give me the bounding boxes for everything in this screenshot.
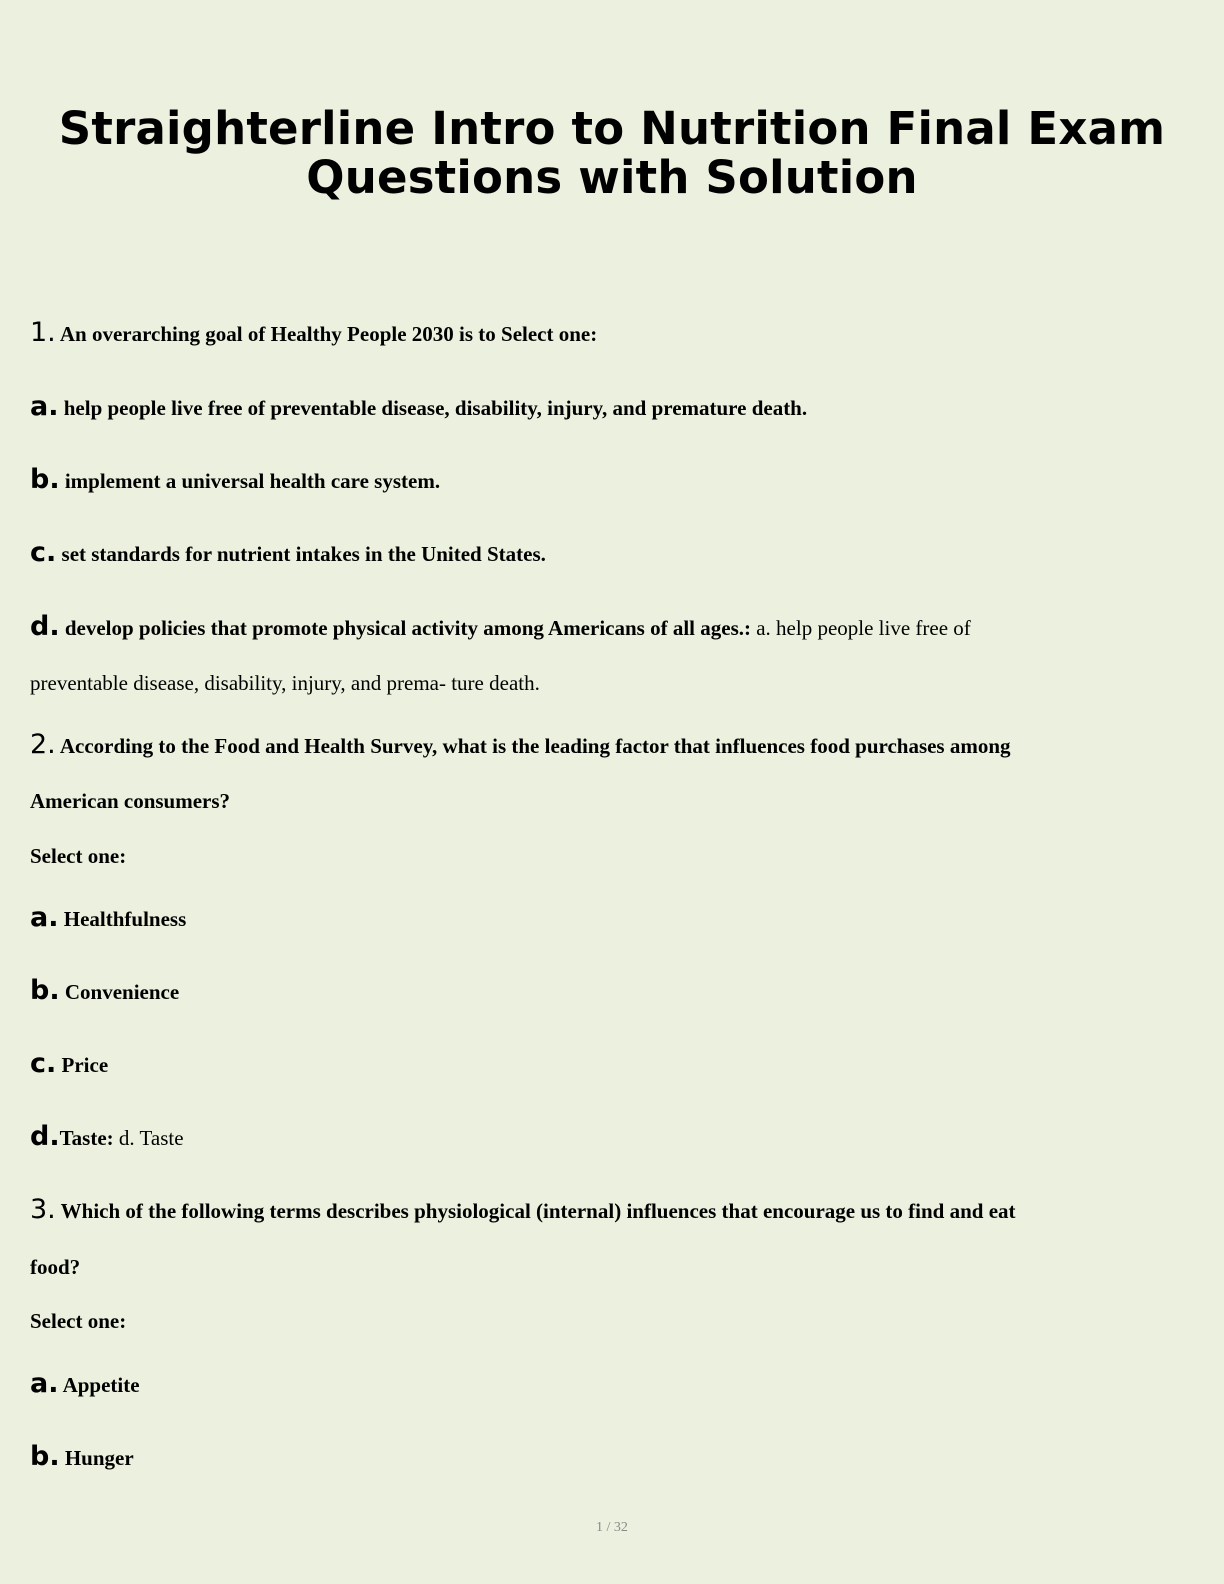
option-letter: a. [30, 391, 59, 422]
option-text: Appetite [62, 1373, 140, 1397]
option-letter: d. [30, 611, 60, 642]
question-text: According to the Food and Health Survey, what is the leading factor that influences food purchases among [59, 734, 1011, 758]
title-line-1: Straighterline Intro to Nutrition Final Exam [58, 102, 1166, 155]
question-text-continuation: food? [30, 1255, 81, 1279]
option-letter: a. [30, 902, 59, 933]
page-indicator: 1 / 32 [596, 1520, 628, 1535]
option-letter: c. [30, 1048, 57, 1079]
option-text: Hunger [64, 1446, 134, 1470]
option-text: Healthfulness [63, 907, 187, 931]
answer-continuation: preventable disease, disability, injury, and prema- ture death. [30, 671, 540, 695]
document-title [0, 104, 1224, 202]
select-one-label: Select one: [30, 1309, 127, 1333]
question-3 [30, 1195, 1194, 1226]
option-letter: d. [30, 1121, 60, 1152]
question-number: 1. [30, 317, 56, 348]
option-3a [30, 1369, 1194, 1400]
option-2d [30, 1122, 1194, 1153]
question-number: 3. [30, 1194, 56, 1225]
option-text: Price [61, 1053, 109, 1077]
option-text: help people live free of preventable disease, disability, injury, and premature death. [63, 396, 808, 420]
option-1d [30, 612, 1194, 643]
option-text: Convenience [64, 980, 180, 1004]
option-letter: c. [30, 537, 57, 568]
question-text: An overarching goal of Healthy People 2030 is to Select one: [59, 322, 598, 346]
option-2c [30, 1049, 1194, 1080]
option-text: implement a universal health care system. [64, 469, 441, 493]
option-2b [30, 976, 1194, 1007]
question-text: Which of the following terms describes physiological (internal) influences that encourage us to find and eat [60, 1199, 1016, 1223]
option-3b [30, 1442, 1194, 1473]
option-text: Taste: [59, 1126, 114, 1150]
option-text: set standards for nutrient intakes in the United States. [61, 542, 546, 566]
option-1a [30, 392, 1194, 423]
option-letter: b. [30, 464, 60, 495]
question-text-continuation: American consumers? [30, 789, 231, 813]
option-letter: b. [30, 975, 60, 1006]
question-number: 2. [30, 729, 56, 760]
option-text: develop policies that promote physical activity among Americans of all ages.: [64, 616, 751, 640]
option-letter: b. [30, 1441, 60, 1472]
select-one-label: Select one: [30, 844, 127, 868]
title-line-2: Questions with Solution [306, 151, 918, 204]
answer-text: d. Taste [118, 1126, 184, 1150]
answer-text: a. help people live free of [756, 616, 971, 640]
option-2a [30, 903, 1194, 934]
option-1b [30, 465, 1194, 496]
question-1 [30, 318, 1194, 349]
option-1c [30, 538, 1194, 569]
question-2 [30, 730, 1194, 761]
option-letter: a. [30, 1368, 59, 1399]
